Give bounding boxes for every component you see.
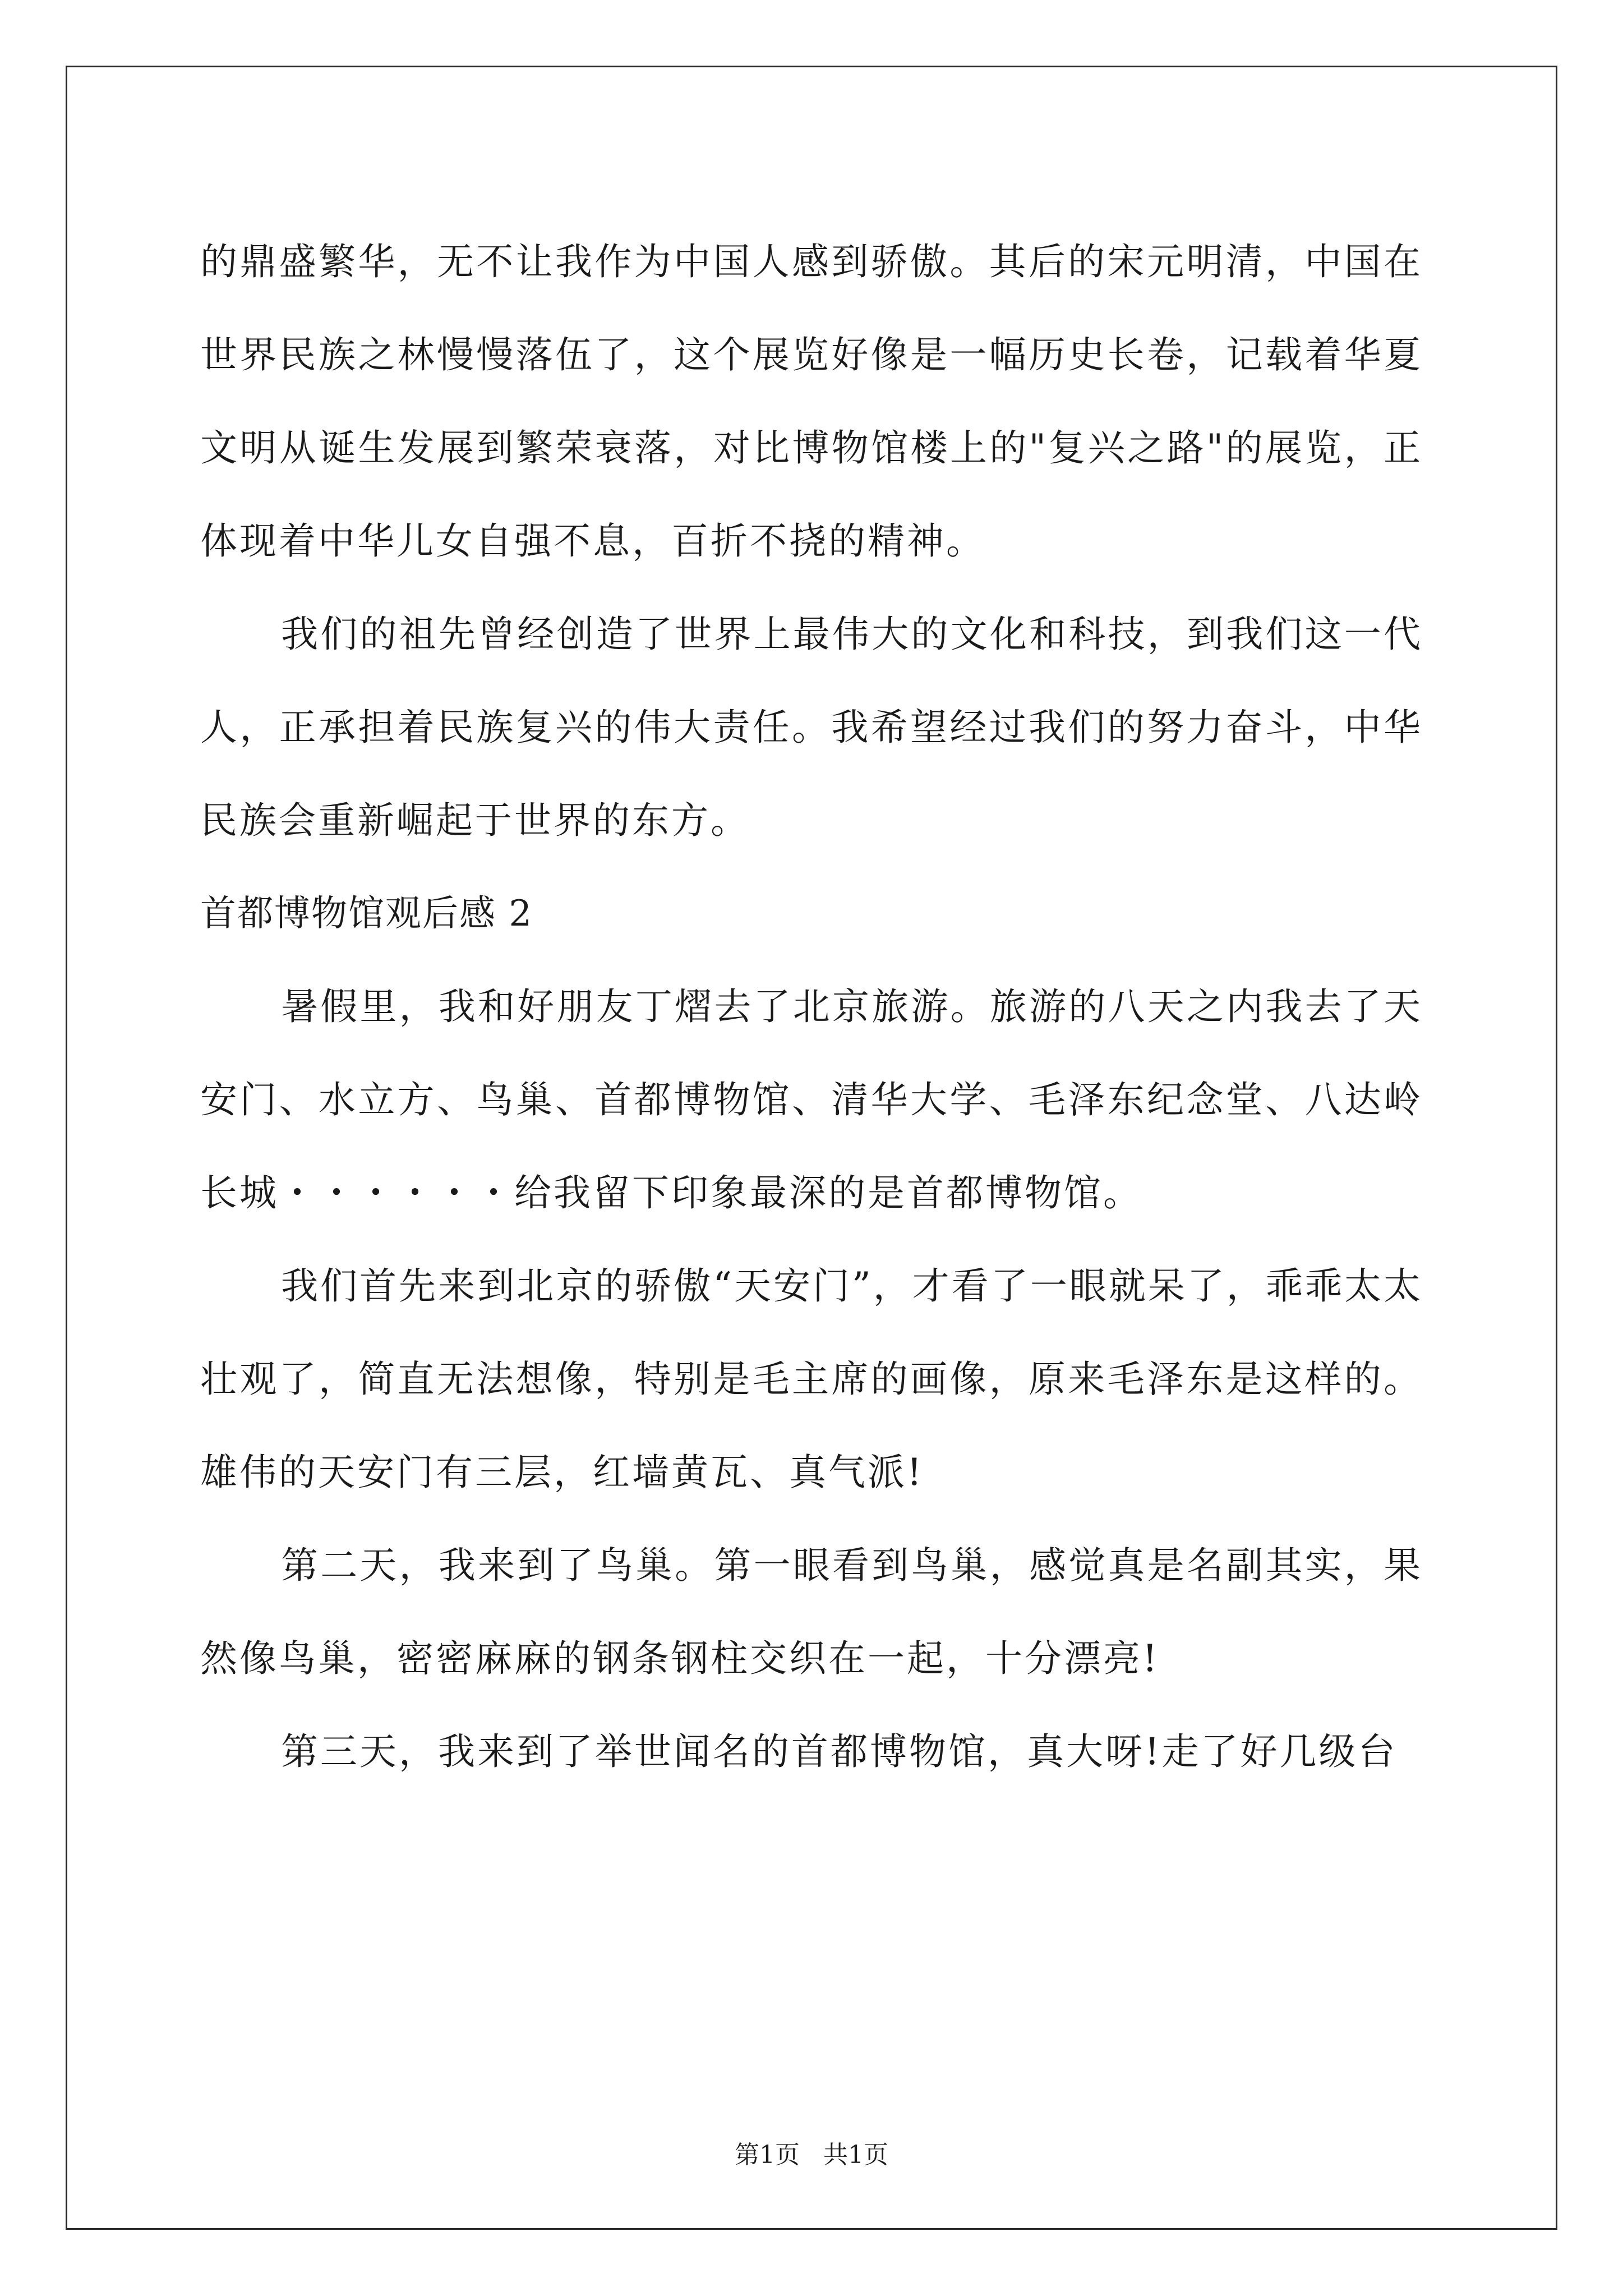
document-body [200, 215, 1423, 1798]
paragraph: 第二天，我来到了鸟巢。第一眼看到鸟巢，感觉真是名副其实，果然像鸟巢，密密麻麻的钢条钢柱交织在一起，十分漂亮! [200, 1544, 1423, 1680]
section-heading: 首都博物馆观后感 2 [200, 893, 533, 935]
paragraph: 我们的祖先曾经创造了世界上最伟大的文化和科技，到我们这一代人，正承担着民族复兴的伟大责任。我希望经过我们的努力奋斗，中华民族会重新崛起于世界的东方。 [200, 613, 1423, 842]
paragraph: 暑假里，我和好朋友丁熠去了北京旅游。旅游的八天之内我去了天安门、水立方、鸟巢、首都博物馆、清华大学、毛泽东纪念堂、八达岭长城・・・・・・给我留下印象最深的是首都博物馆。 [200, 985, 1423, 1214]
paragraph: 我们首先来到北京的骄傲“天安门”，才看了一眼就呆了，乖乖太太壮观了，简直无法想像，特别是毛主席的画像，原来毛泽东是这样的。雄伟的天安门有三层，红墙黄瓦、真气派! [200, 1264, 1423, 1494]
paragraph: 的鼎盛繁华，无不让我作为中国人感到骄傲。其后的宋元明清，中国在世界民族之林慢慢落伍了，这个展览好像是一幅历史长卷，记载着华夏文明从诞生发展到繁荣衰落，对比博物馆楼上的"复兴之路"的展览，正体现着中华儿女自强不息，百折不挠的精神。 [200, 240, 1423, 563]
page-footer [0, 2138, 1623, 2172]
page-number-total: 共1页 [823, 2141, 888, 2169]
paragraph: 第三天，我来到了举世闻名的首都博物馆，真大呀!走了好几级台 [281, 1730, 1398, 1773]
page-number-current: 第1页 [735, 2141, 800, 2169]
